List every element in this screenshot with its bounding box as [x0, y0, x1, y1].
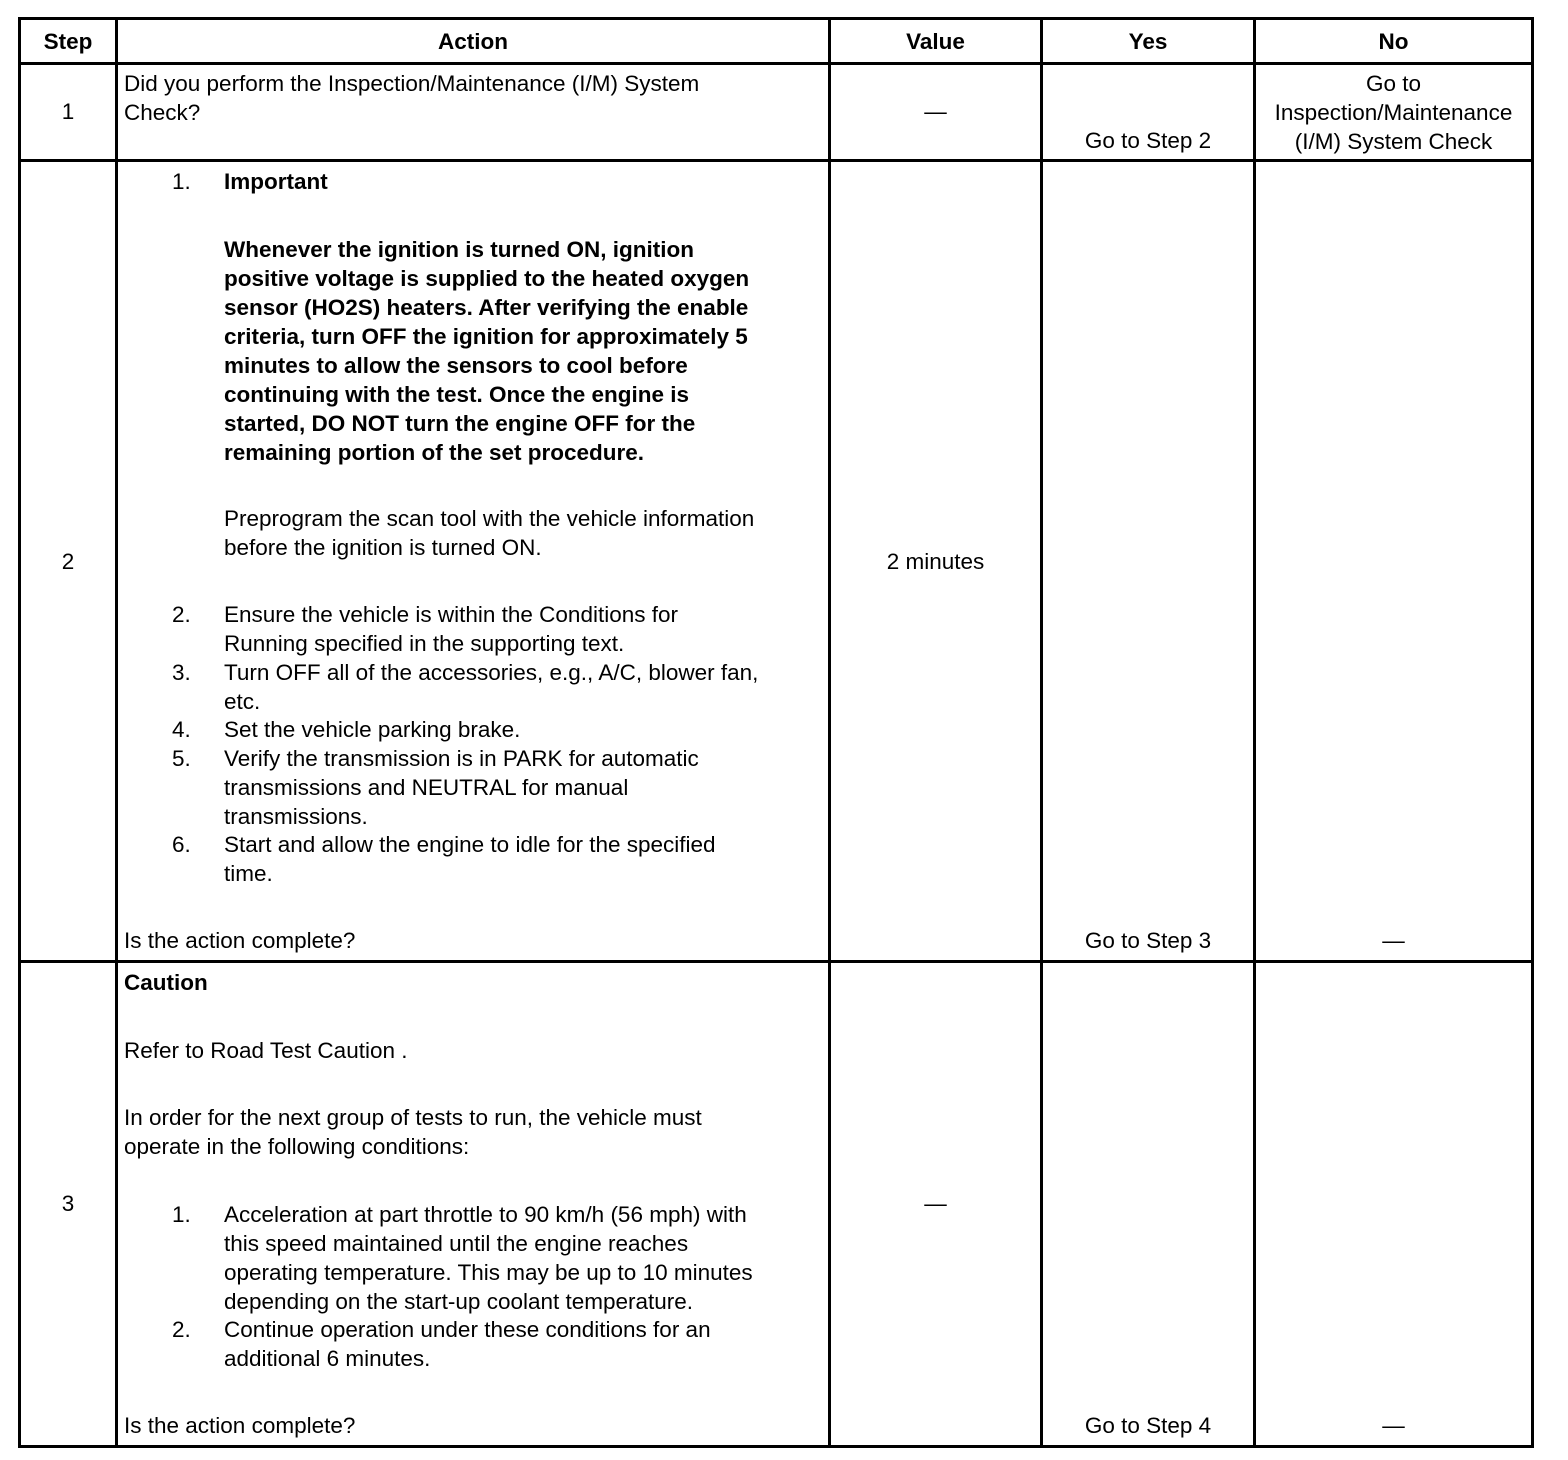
- row3-yes-link[interactable]: Go to Step 4: [1084, 1413, 1212, 1438]
- header-action: Action: [438, 29, 508, 54]
- col-divider-value: [1040, 20, 1043, 1445]
- row1-step: 1: [61, 99, 75, 124]
- list-item: [224, 715, 520, 744]
- intro-line: operate in the following conditions:: [124, 1134, 470, 1159]
- important-line: continuing with the test. Once the engine is: [224, 382, 690, 407]
- list-number: 5.: [172, 746, 191, 771]
- row2-no: —: [1382, 928, 1405, 953]
- preprogram-line: Preprogram the scan tool with the vehicle information: [224, 506, 755, 531]
- important-label: Important: [224, 169, 328, 194]
- list-item-line: Continue operation under these conditions for an: [224, 1317, 711, 1342]
- list-item-line: Running specified in the supporting text.: [224, 631, 625, 656]
- col-divider-action: [828, 20, 831, 1445]
- important-line: started, DO NOT turn the engine OFF for the: [224, 411, 696, 436]
- header-value: Value: [906, 29, 965, 54]
- list-item-line: Turn OFF all of the accessories, e.g., A/C, blower fan,: [224, 660, 759, 685]
- important-line: remaining portion of the set procedure.: [224, 440, 645, 465]
- row1-no-link[interactable]: [1256, 69, 1531, 156]
- list-number: 2.: [172, 1317, 191, 1342]
- row1-no-line: Inspection/Maintenance: [1274, 100, 1513, 125]
- row1-action-line: Check?: [124, 100, 201, 125]
- list-item: [224, 1315, 711, 1373]
- header-step: Step: [43, 29, 93, 54]
- header-no: No: [1378, 29, 1409, 54]
- row2-yes-link[interactable]: Go to Step 3: [1084, 928, 1212, 953]
- row3-no: —: [1382, 1413, 1405, 1438]
- row3-question: Is the action complete?: [124, 1413, 356, 1438]
- col-divider-step: [115, 20, 118, 1445]
- row1-yes-link[interactable]: Go to Step 2: [1084, 128, 1212, 153]
- list-item-line: transmissions and NEUTRAL for manual: [224, 775, 629, 800]
- list-number: 1.: [172, 1202, 191, 1227]
- col-divider-yes: [1253, 20, 1256, 1445]
- row3-intro: [124, 1103, 702, 1161]
- row3-step: 3: [61, 1191, 75, 1216]
- list-number: 4.: [172, 717, 191, 742]
- list-item-line: depending on the start-up coolant temperature.: [224, 1289, 694, 1314]
- important-text: [224, 235, 749, 467]
- important-line: sensor (HO2S) heaters. After verifying the enable: [224, 295, 749, 320]
- road-test-caution-link[interactable]: Refer to Road Test Caution .: [124, 1038, 408, 1063]
- list-item: [224, 744, 699, 831]
- row2-question: Is the action complete?: [124, 928, 356, 953]
- row2-value: 2 minutes: [886, 549, 985, 574]
- row3-value: —: [924, 1191, 947, 1216]
- list-item-line: Set the vehicle parking brake.: [224, 717, 521, 742]
- row1-no-line: Go to: [1365, 71, 1422, 96]
- row1-no-line: (I/M) System Check: [1294, 129, 1493, 154]
- header-divider: [21, 62, 1531, 65]
- list-item-line: this speed maintained until the engine reaches: [224, 1231, 689, 1256]
- caution-label: Caution: [124, 970, 208, 995]
- list-item-line: transmissions.: [224, 804, 368, 829]
- list-item-line: Start and allow the engine to idle for the specified: [224, 832, 716, 857]
- row1-divider: [21, 159, 1531, 162]
- header-yes: Yes: [1128, 29, 1168, 54]
- list-item: [224, 658, 758, 716]
- row2-step: 2: [61, 549, 75, 574]
- important-line: positive voltage is supplied to the heated oxygen: [224, 266, 750, 291]
- list-item-line: time.: [224, 861, 273, 886]
- preprogram-line: before the ignition is turned ON.: [224, 535, 542, 560]
- list-item-line: etc.: [224, 689, 261, 714]
- important-line: criteria, turn OFF the ignition for approximately 5: [224, 324, 748, 349]
- important-line: minutes to allow the sensors to cool before: [224, 353, 688, 378]
- list-item-line: Verify the transmission is in PARK for automatic: [224, 746, 699, 771]
- list-item-line: operating temperature. This may be up to 10 minutes: [224, 1260, 753, 1285]
- list-item-line: Acceleration at part throttle to 90 km/h (56 mph) with: [224, 1202, 747, 1227]
- list-number: 2.: [172, 602, 191, 627]
- list-number: 1.: [172, 169, 191, 194]
- list-item-line: additional 6 minutes.: [224, 1346, 431, 1371]
- list-item-line: Ensure the vehicle is within the Conditions for: [224, 602, 678, 627]
- list-number: 6.: [172, 832, 191, 857]
- row1-action-line: Did you perform the Inspection/Maintenance (I/M) System: [124, 71, 700, 96]
- list-item: [224, 600, 678, 658]
- row1-value: —: [924, 99, 947, 124]
- intro-line: In order for the next group of tests to run, the vehicle must: [124, 1105, 702, 1130]
- preprogram-text: [224, 504, 754, 562]
- list-number: 3.: [172, 660, 191, 685]
- row2-divider: [21, 960, 1531, 963]
- list-item: [224, 1200, 753, 1316]
- important-line: Whenever the ignition is turned ON, ignition: [224, 237, 694, 262]
- list-item: [224, 830, 716, 888]
